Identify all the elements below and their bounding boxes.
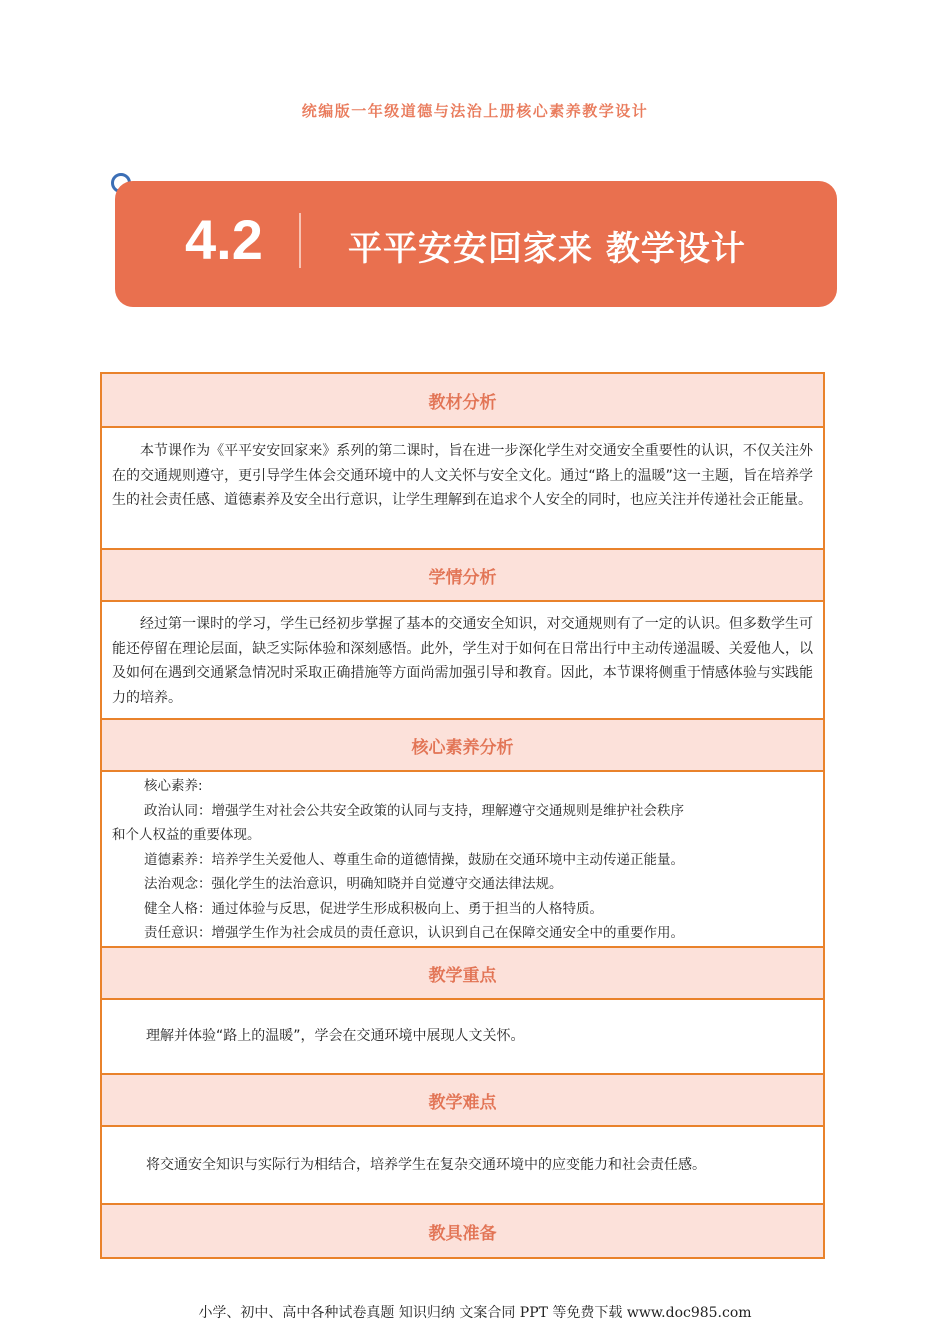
section-heading-learner: 学情分析 xyxy=(102,550,823,602)
key-text: 理解并体验“路上的温暖”，学会在交通环境中展现人文关怀。 xyxy=(146,1028,525,1045)
section-heading-key: 教学重点 xyxy=(102,948,823,1000)
section-heading-difficult: 教学难点 xyxy=(102,1075,823,1127)
section-body-core xyxy=(102,772,823,948)
footer-text: 小学、初中、高中各种试卷真题 知识归纳 文案合同 PPT 等免费下载 www.doc985.com xyxy=(198,1305,752,1321)
core-political: 政治认同：增强学生对社会公共安全政策的认同与支持，理解遵守交通规则是维护社会秩序 xyxy=(144,802,684,819)
section-heading-material: 教材分析 xyxy=(102,374,823,428)
section-body-key xyxy=(102,1000,823,1075)
series-header: 统编版一年级道德与法治上册核心素养教学设计 xyxy=(301,102,649,120)
section-body-learner xyxy=(102,602,823,720)
core-label: 核心素养: xyxy=(144,778,203,794)
title-banner xyxy=(115,181,837,307)
core-moral: 道德素养：培养学生关爱他人、尊重生命的道德情操，鼓励在交通环境中主动传递正能量。 xyxy=(144,851,684,868)
learner-text: 经过第一课时的学习，学生已经初步掌握了基本的交通安全知识，对交通规则有了一定的认识。但多数学生可能还停留在理论层面，缺乏实际体验和深刻感悟。此外，学生对于如何在日常出行中主动传递温暖、关爱他人，以及如何在遇到交通紧急情况时采取正确措施等方面尚需加强引导和教育。因此，本节课将侧重于情感体验与实践能力的培养。 xyxy=(112,616,813,706)
core-law: 法治观念：强化学生的法治意识，明确知晓并自觉遵守交通法律法规。 xyxy=(144,876,563,892)
lesson-title: 平平安安回家来 教学设计 xyxy=(348,229,746,269)
core-political-cont: 和个人权益的重要体现。 xyxy=(112,827,261,843)
core-personality: 健全人格：通过体验与反思，促进学生形成积极向上、勇于担当的人格特质。 xyxy=(144,900,603,917)
material-text: 本节课作为《平平安安回家来》系列的第二课时，旨在进一步深化学生对交通安全重要性的认识，不仅关注外在的交通规则遵守，更引导学生体会交通环境中的人文关怀与安全文化。通过“路上的温暖”这一主题，旨在培养学生的社会责任感、道德素养及安全出行意识，让学生理解到在追求个人安全的同时，也应关注并传递社会正能量。 xyxy=(112,443,813,508)
section-heading-tools: 教具准备 xyxy=(102,1205,823,1257)
design-table xyxy=(100,372,825,1259)
difficult-text: 将交通安全知识与实际行为相结合，培养学生在复杂交通环境中的应变能力和社会责任感。 xyxy=(146,1156,706,1173)
core-responsibility: 责任意识：增强学生作为社会成员的责任意识，认识到自己在保障交通安全中的重要作用。 xyxy=(144,925,684,941)
section-body-material xyxy=(102,428,823,550)
section-heading-core: 核心素养分析 xyxy=(102,720,823,772)
section-body-difficult xyxy=(102,1127,823,1205)
lesson-number: 4.2 xyxy=(185,208,263,271)
banner-divider xyxy=(299,213,301,268)
